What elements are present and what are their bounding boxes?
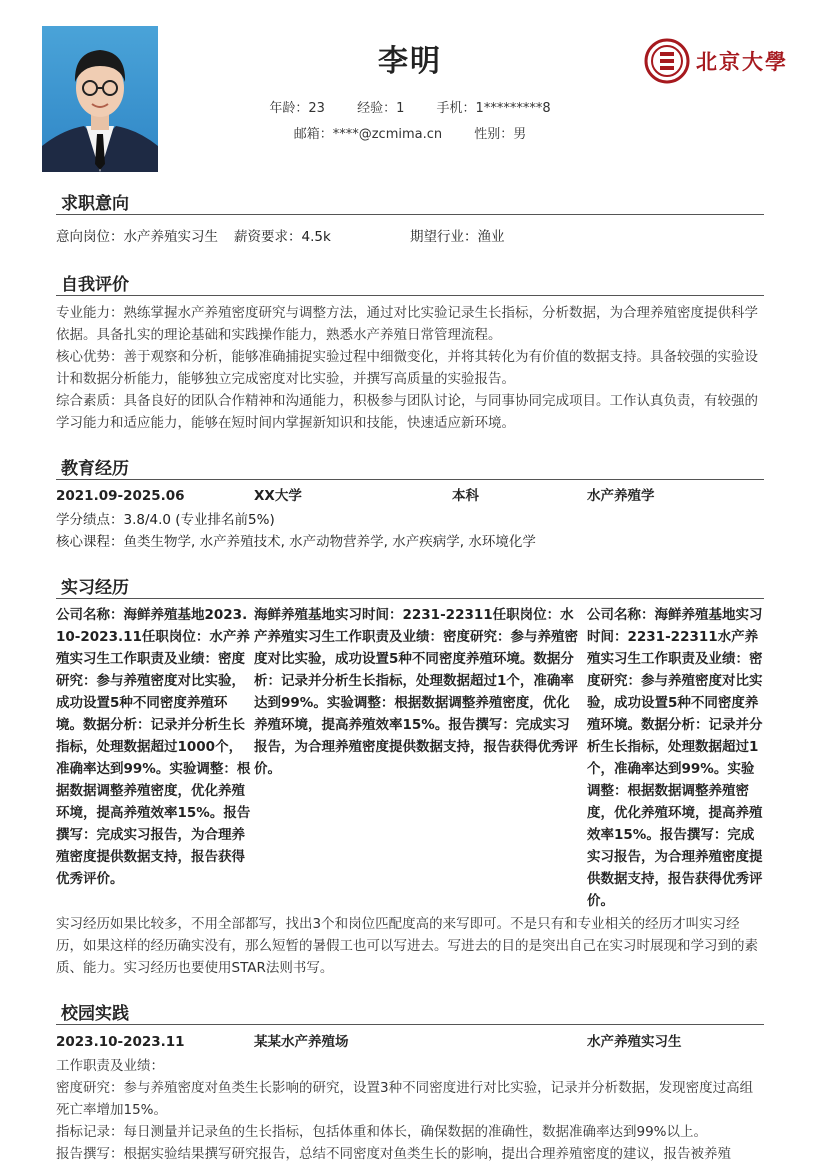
campus-duty-3: 报告撰写：根据实验结果撰写研究报告，总结不同密度对鱼类生长的影响，提出合理养殖密度的建议，报告被养殖: [56, 1146, 731, 1162]
campus-organization: 某某水产养殖场: [254, 1034, 349, 1050]
education-degree: 本科: [452, 488, 479, 504]
campus-duty-label: 工作职责及业绩：: [56, 1058, 164, 1074]
self-eval-quality: 综合素质：具备良好的团队合作精神和沟通能力，积极参与团队讨论，与同事协同完成项目。工作认真负责，有较强的学习能力和适应能力，能够在短时间内掌握新知识和技能，快速适应新环境。: [56, 393, 758, 431]
age-value: 23: [308, 101, 325, 116]
gender-label: 性别：: [474, 127, 514, 142]
section-divider: [56, 214, 764, 215]
campus-period: 2023.10-2023.11: [56, 1034, 185, 1050]
intent-salary: 薪资要求：4.5k: [234, 229, 331, 245]
intent-industry: 期望行业：渔业: [410, 229, 505, 245]
section-title-education: 教育经历: [61, 459, 129, 479]
email-label: 邮箱：: [293, 127, 333, 142]
gender-value: 男: [513, 127, 527, 142]
education-gpa: 学分绩点：3.8/4.0 (专业排名前5%): [56, 512, 275, 528]
phone-label: 手机：: [436, 101, 476, 116]
campus-duty-2: 指标记录：每日测量并记录鱼的生长指标，包括体重和体长，确保数据的准确性，数据准确率达到99%以上。: [56, 1124, 708, 1140]
university-name: 北京大學: [696, 49, 788, 74]
email-value: ****@zcmima.cn: [332, 127, 443, 142]
internship-column-1: 公司名称：海鲜养殖基地2023.10-2023.11任职岗位：水产养殖实习生工作职责及业绩：密度研究：参与养殖密度对比实验，成功设置5种不同密度养殖环境。数据分析：记录并分析生长指标，处理数据超过1000个，准确率达到99%。实验调整：根据数据调整养殖密度，优化养殖环境，提高养殖效率15%。报告撰写：完成实习报告，为合理养殖密度提供数据支持，报告获得优秀评价。: [56, 607, 251, 887]
experience-value: 1: [396, 101, 405, 116]
section-title-intent: 求职意向: [61, 194, 129, 214]
internship-column-2: 海鲜养殖基地实习时间：2231-22311任职岗位：水产养殖实习生工作职责及业绩：密度研究：参与养殖密度对比实验，成功设置5种不同密度养殖环境。数据分析：记录并分析生长指标，处理数据超过1个，准确率达到99%。实验调整：根据数据调整养殖密度，优化养殖环境，提高养殖效率15%。报告撰写：完成实习报告，为合理养殖密度提供数据支持，报告获得优秀评价。: [254, 607, 578, 777]
campus-duty-1: 密度研究：参与养殖密度对鱼类生长影响的研究，设置3种不同密度进行对比实验，记录并分析数据，发现密度过高组死亡率增加15%。: [56, 1080, 754, 1118]
section-divider: [56, 598, 764, 599]
internship-note: 实习经历如果比较多，不用全部都写，找出3个和岗位匹配度高的来写即可。不是只有和专业相关的经历才叫实习经历，如果这样的经历确实没有，那么短暂的暑假工也可以写进去。写进去的目的是突出自己在实习时展现和学习到的素质、能力。实习经历也要使用STAR法则书写。: [56, 916, 758, 976]
candidate-name: 李明: [378, 44, 442, 79]
university-seal-icon: [644, 38, 690, 84]
section-divider: [56, 295, 764, 296]
section-divider: [56, 479, 764, 480]
education-period: 2021.09-2025.06: [56, 488, 185, 504]
education-school: XX大学: [254, 488, 302, 504]
info-row-1: [0, 97, 820, 116]
age-label: 年龄：: [269, 101, 309, 116]
university-logo: [644, 36, 794, 86]
education-major: 水产养殖学: [587, 488, 655, 504]
section-title-campus: 校园实践: [61, 1004, 129, 1024]
experience-label: 经验：: [357, 101, 397, 116]
section-title-internship: 实习经历: [61, 578, 129, 598]
education-courses: 核心课程：鱼类生物学, 水产养殖技术, 水产动物营养学, 水产疾病学, 水环境化学: [56, 534, 536, 550]
info-row-2: [0, 123, 820, 142]
self-eval-professional: 专业能力：熟练掌握水产养殖密度研究与调整方法，通过对比实验记录生长指标，分析数据，为合理养殖密度提供科学依据。具备扎实的理论基础和实践操作能力，熟悉水产养殖日常管理流程。: [56, 305, 758, 343]
campus-role: 水产养殖实习生: [587, 1034, 682, 1050]
section-title-self-eval: 自我评价: [61, 275, 129, 295]
section-divider: [56, 1024, 764, 1025]
phone-value: 1*********8: [475, 101, 551, 116]
internship-column-3: 公司名称：海鲜养殖基地实习时间：2231-22311水产养殖实习生工作职责及业绩：密度研究：参与养殖密度对比实验，成功设置5种不同密度养殖环境。数据分析：记录并分析生长指标，处理数据超过1个，准确率达到99%。实验调整：根据数据调整养殖密度，优化养殖环境，提高养殖效率15%。报告撰写：完成实习报告，为合理养殖密度提供数据支持，报告获得优秀评价。: [587, 607, 763, 909]
intent-position: 意向岗位：水产养殖实习生: [56, 229, 218, 245]
self-eval-strength: 核心优势：善于观察和分析，能够准确捕捉实验过程中细微变化，并将其转化为有价值的数据支持。具备较强的实验设计和数据分析能力，能够独立完成密度对比实验，并撰写高质量的实验报告。: [56, 349, 758, 387]
